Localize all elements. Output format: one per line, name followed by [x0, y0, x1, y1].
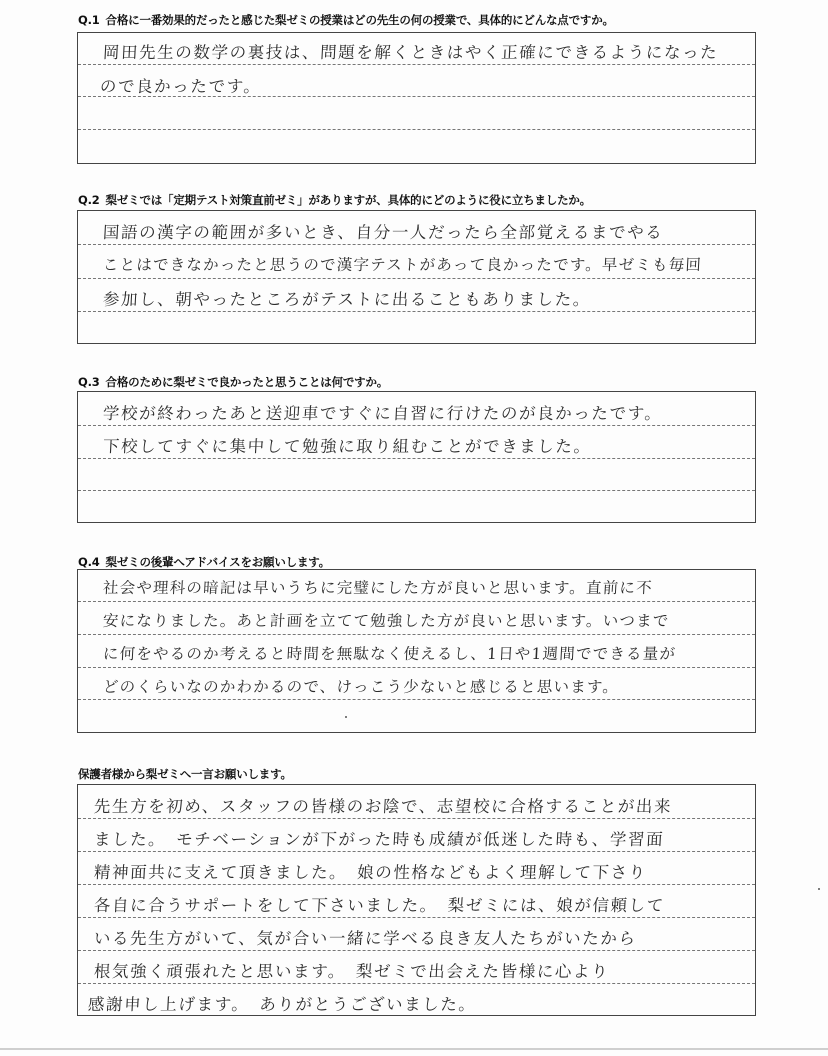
ruled-line: [78, 699, 755, 700]
ruled-line: [78, 634, 755, 635]
answer-box-3: [77, 391, 756, 523]
handwritten-line: 安になりました。あと計画を立てて勉強した方が良いと思います。いつまで: [102, 612, 670, 630]
ruled-line: [78, 490, 755, 491]
ruled-line: [78, 950, 755, 951]
answer-box-1: [77, 32, 756, 164]
scan-edge: [0, 1048, 828, 1050]
question-text: 保護者様から梨ゼミへ一言お願いします。: [78, 767, 292, 781]
ruled-line: [78, 818, 755, 819]
handwritten-line: に何をやるのか考えると時間を無駄なく使えるし、1日や1週間でできる量が: [102, 645, 677, 663]
handwritten-line: 各自に合うサポートをして下さいました。 梨ゼミには、娘が信頼して: [93, 896, 666, 915]
scan-speck: [345, 716, 347, 718]
ruled-line: [78, 278, 755, 279]
ruled-line: [78, 129, 755, 130]
handwritten-line: 社会や理科の暗記は早いうちに完璧にした方が良いと思います。直前に不: [102, 579, 654, 597]
handwritten-line: 参加し、朝やったところがテストに出ることもありました。: [102, 290, 592, 309]
question-number: Q.1: [78, 13, 100, 27]
handwritten-line: 根気強く頑張れたと思います。 梨ゼミで出会えた皆様に心より: [93, 962, 610, 981]
question-number: Q.2: [78, 193, 100, 207]
handwritten-line: 感謝申し上げます。 ありがとうございました。: [87, 995, 478, 1014]
ruled-line: [78, 851, 755, 852]
ruled-line: [78, 884, 755, 885]
handwritten-line: ました。 モチベーションが下がった時も成績が低迷した時も、学習面: [93, 830, 665, 849]
handwritten-line: 岡田先生の数学の裏技は、問題を解くときはやく正確にできるようになった: [102, 43, 719, 62]
ruled-line: [78, 64, 755, 65]
answer-box-2: [77, 210, 756, 344]
question-number: Q.3: [78, 375, 100, 389]
question-parents: [78, 766, 292, 782]
scan-speck: [818, 888, 820, 890]
question-text: 梨ゼミでは「定期テスト対策直前ゼミ」がありますが、具体的にどのように役に立ちましたか。: [105, 193, 591, 207]
ruled-line: [78, 667, 755, 668]
handwritten-line: ことはできなかったと思うので漢字テストがあって良かったです。早ゼミも毎回: [102, 256, 703, 274]
answer-box-parents: [77, 784, 756, 1016]
question-2: [78, 192, 591, 208]
handwritten-line: 精神面共に支えて頂きました。 娘の性格などもよく理解して下さり: [93, 863, 648, 882]
ruled-line: [78, 601, 755, 602]
handwritten-line: 学校が終わったあと送迎車ですぐに自習に行けたのが良かったです。: [102, 404, 664, 423]
question-text: 合格に一番効果的だったと感じた梨ゼミの授業はどの先生の何の授業で、具体的にどんな点ですか。: [105, 13, 614, 27]
handwritten-line: どのくらいなのかわかるので、けっこう少ないと感じると思います。: [102, 678, 620, 696]
question-3: [78, 374, 388, 390]
question-1: [78, 12, 614, 28]
handwritten-line: いる先生方がいて、気が合い一緒に学べる良き友人たちがいたから: [93, 929, 638, 948]
ruled-line: [78, 311, 755, 312]
ruled-line: [78, 917, 755, 918]
handwritten-line: 国語の漢字の範囲が多いとき、自分一人だったら全部覚えるまでやる: [102, 223, 664, 242]
handwritten-line: 下校してすぐに集中して勉強に取り組むことができました。: [102, 437, 593, 456]
ruled-line: [78, 458, 755, 459]
ruled-line: [78, 983, 755, 984]
handwritten-line: ので良かったです。: [99, 77, 263, 96]
question-4: [78, 554, 330, 570]
answer-box-4: [77, 569, 756, 733]
question-text: 合格のために梨ゼミで良かったと思うことは何ですか。: [105, 375, 389, 389]
ruled-line: [78, 244, 755, 245]
question-text: 梨ゼミの後輩へアドバイスをお願いします。: [105, 555, 330, 569]
ruled-line: [78, 425, 755, 426]
question-number: Q.4: [78, 555, 100, 569]
handwritten-line: 先生方を初め、スタッフの皆様のお陰で、志望校に合格することが出来: [93, 797, 673, 816]
